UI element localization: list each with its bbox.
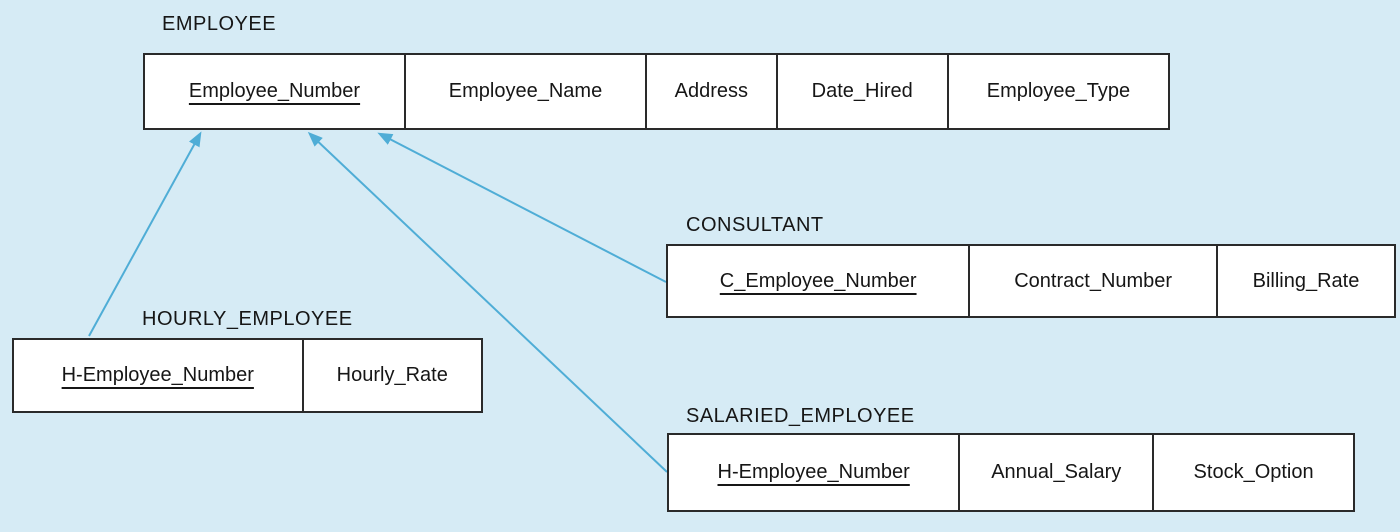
- salaried-employee-table-column-2: [1152, 435, 1353, 510]
- employee-table: [143, 53, 1170, 130]
- employee-table-column-0: [145, 55, 404, 128]
- employee-table-title: EMPLOYEE: [162, 13, 277, 35]
- arrow-hourly-to-employee: [89, 134, 200, 336]
- hourly-employee-table-column-1: [302, 340, 481, 411]
- salaried-employee-table-title: SALARIED_EMPLOYEE: [686, 405, 915, 427]
- attribute: Employee_Name: [448, 80, 603, 102]
- consultant-table-title: CONSULTANT: [686, 214, 824, 236]
- salaried-employee-table-column-1: [958, 435, 1152, 510]
- consultant-table-column-1: [968, 246, 1216, 316]
- attribute: Date_Hired: [811, 80, 913, 102]
- consultant-table-column-2: [1216, 246, 1394, 316]
- employee-table-column-3: [776, 55, 947, 128]
- employee-table-column-4: [947, 55, 1168, 128]
- attribute: Billing_Rate: [1252, 269, 1360, 292]
- attribute: Employee_Type: [986, 80, 1131, 102]
- arrow-salaried-to-employee: [310, 134, 667, 472]
- consultant-table-column-0: [668, 246, 968, 316]
- primary-key-attribute: C_Employee_Number: [719, 269, 917, 292]
- attribute: Address: [674, 80, 748, 102]
- hourly-employee-table-column-0: [14, 340, 302, 411]
- employee-table-column-2: [645, 55, 776, 128]
- employee-table-column-1: [404, 55, 645, 128]
- primary-key-attribute: Employee_Number: [188, 80, 361, 102]
- hourly-employee-table: [12, 338, 483, 413]
- salaried-employee-table: [667, 433, 1355, 512]
- attribute: Stock_Option: [1193, 461, 1314, 483]
- hourly-employee-table-title: HOURLY_EMPLOYEE: [142, 308, 353, 330]
- attribute: Hourly_Rate: [336, 364, 448, 386]
- primary-key-attribute: H-Employee_Number: [717, 461, 910, 483]
- attribute: Annual_Salary: [991, 461, 1122, 483]
- salaried-employee-table-column-0: [669, 435, 958, 510]
- consultant-table: [666, 244, 1396, 318]
- attribute: Contract_Number: [1014, 269, 1173, 292]
- primary-key-attribute: H-Employee_Number: [61, 364, 254, 386]
- arrow-consultant-to-employee: [380, 134, 666, 282]
